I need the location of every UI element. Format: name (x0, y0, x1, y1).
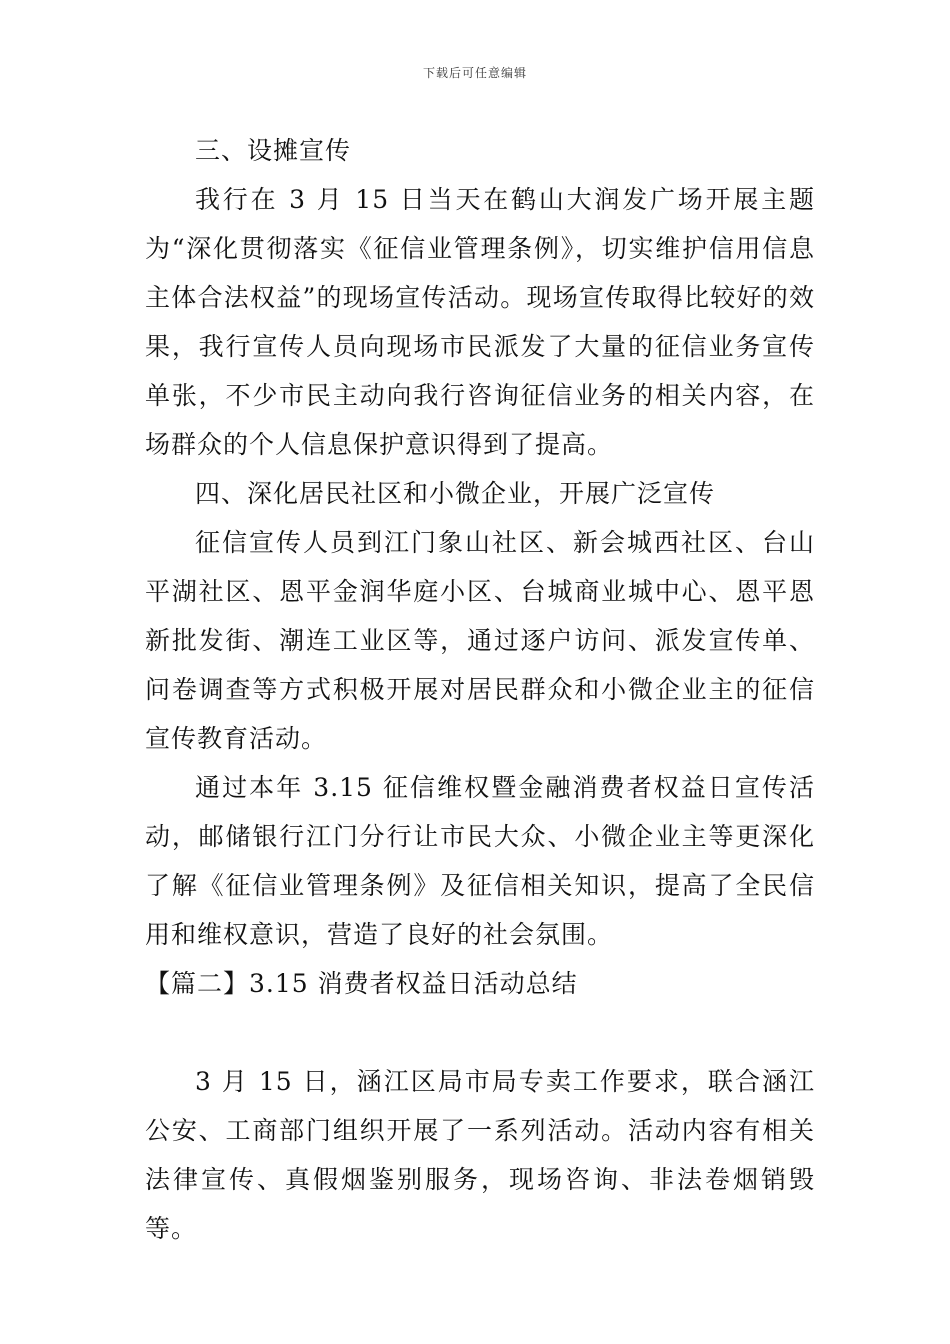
document-body (145, 126, 815, 1253)
section-heading: 三、设摊宣传 (195, 136, 352, 165)
section-heading: 四、深化居民社区和小微企业，开展广泛宣传 (195, 479, 716, 508)
paragraph: 征信宣传人员到江门象山社区、新会城西社区、台山平湖社区、恩平金润华庭小区、台城商业城中心、恩平恩新批发街、潮连工业区等，通过逐户访问、派发宣传单、问卷调查等方式积极开展对居民群众和小微企业主的征信宣传教育活动。 (145, 528, 815, 753)
paragraph: 我行在 3 月 15 日当天在鹤山大润发广场开展主题为“深化贯彻落实《征信业管理条例》，切实维护信用信息主体合法权益”的现场宣传活动。现场宣传取得比较好的效果，我行宣传人员向现场市民派发了大量的征信业务宣传单张，不少市民主动向我行咨询征信业务的相关内容，在场群众的个人信息保护意识得到了提高。 (145, 185, 815, 459)
paragraph: 3 月 15 日，涵江区局市局专卖工作要求，联合涵江公安、工商部门组织开展了一系列活动。活动内容有相关法律宣传、真假烟鉴别服务，现场咨询、非法卷烟销毁等。 (145, 1067, 815, 1243)
page-header: 下载后可任意编辑 (422, 66, 527, 80)
blank-line (145, 1008, 815, 1057)
article-heading: 【篇二】3.15 消费者权益日活动总结 (145, 969, 578, 998)
paragraph: 通过本年 3.15 征信维权暨金融消费者权益日宣传活动，邮储银行江门分行让市民大众、小微企业主等更深化了解《征信业管理条例》及征信相关知识，提高了全民信用和维权意识，营造了良好的社会氛围。 (145, 773, 815, 949)
